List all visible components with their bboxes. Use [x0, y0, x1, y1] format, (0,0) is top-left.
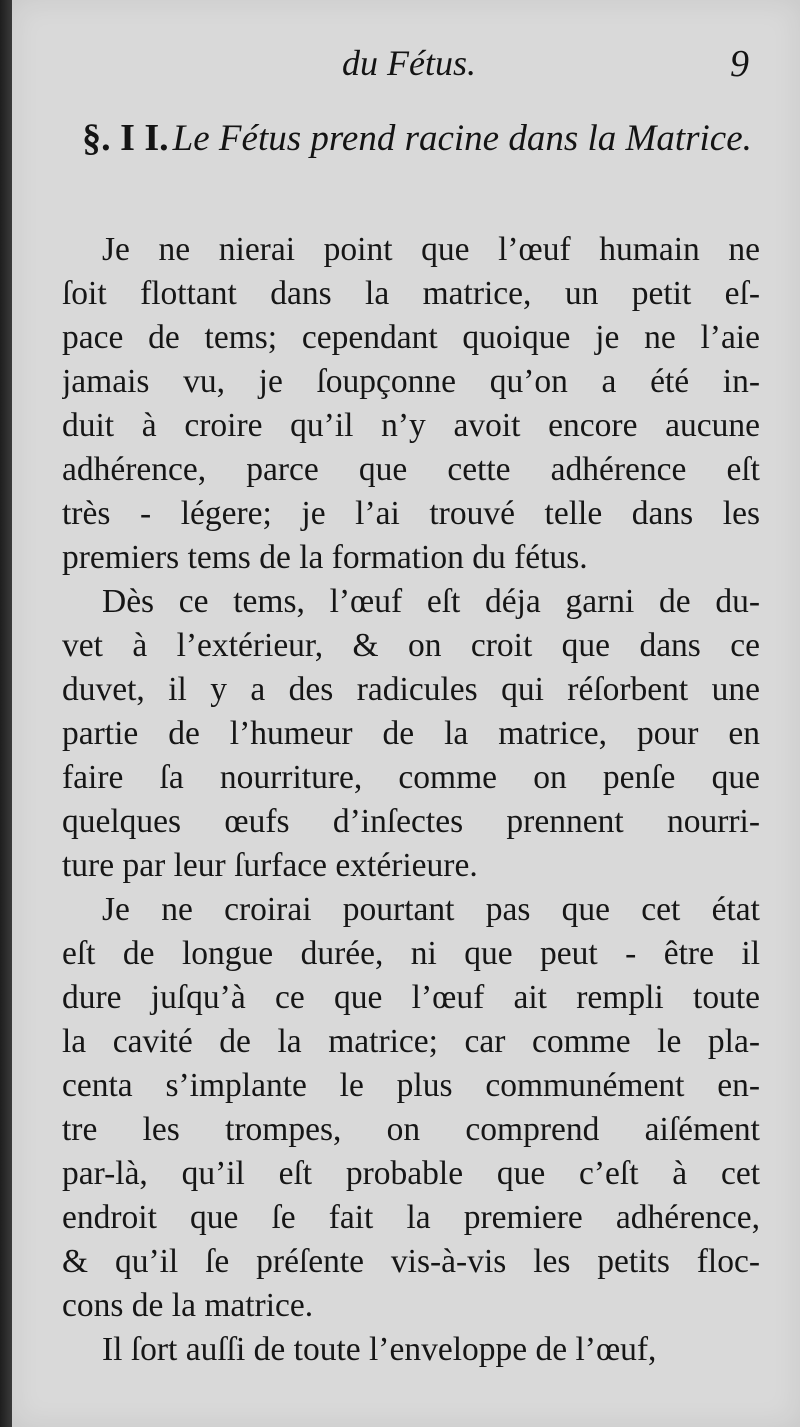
text-line: ſoit flottant dans la matrice, un petit eſ-: [62, 275, 760, 312]
text-line: pace de tems; cependant quoique je ne l’aie: [62, 319, 760, 356]
section-heading: [52, 112, 782, 172]
paragraph: [62, 580, 760, 888]
running-head: du Fétus.: [342, 43, 476, 83]
paragraph: [62, 1328, 760, 1372]
text-line: jamais vu, je ſoupçonne qu’on a été in-: [62, 363, 760, 400]
text-line: dure juſqu’à ce que l’œuf ait rempli toute: [62, 979, 760, 1016]
text-line: duit à croire qu’il n’y avoit encore aucune: [62, 407, 760, 444]
text-line: cons de la matrice.: [62, 1287, 314, 1324]
text-line: Je ne nierai point que l’œuf humain ne: [102, 231, 760, 268]
section-title: Le Fétus prend racine dans la Matrice.: [172, 118, 752, 159]
text-line: vet à l’extérieur, & on croit que dans ce: [62, 627, 760, 664]
text-line: très - légere; je l’ai trouvé telle dans les: [62, 495, 760, 532]
text-line: eſt de longue durée, ni que peut - être il: [62, 935, 760, 972]
text-line: centa s’implante le plus communément en-: [62, 1067, 760, 1104]
text-line: premiers tems de la formation du fétus.: [62, 539, 588, 576]
text-line: faire ſa nourriture, comme on penſe que: [62, 759, 760, 796]
text-line: Dès ce tems, l’œuf eſt déja garni de du-: [102, 583, 760, 620]
text-line: partie de l’humeur de la matrice, pour en: [62, 715, 760, 752]
book-gutter: [0, 0, 12, 1427]
text-line: la cavité de la matrice; car comme le pla-: [62, 1023, 760, 1060]
paragraph: [62, 228, 760, 580]
text-line: Je ne croirai pourtant pas que cet état: [102, 891, 760, 928]
text-line: ture par leur ſurface extérieure.: [62, 847, 478, 884]
text-line: par-là, qu’il eſt probable que c’eſt à cet: [62, 1155, 760, 1192]
paragraph: [62, 888, 760, 1328]
text-line: tre les trompes, on comprend aiſément: [62, 1111, 760, 1148]
page-number: 9: [730, 43, 749, 85]
body-text: [62, 228, 760, 1372]
text-line: quelques œufs d’inſectes prennent nourri-: [62, 803, 760, 840]
text-line: & qu’il ſe préſente vis-à-vis les petits floc-: [62, 1243, 760, 1280]
text-line: duvet, il y a des radicules qui réſorbent une: [62, 671, 760, 708]
section-number: §. I I.: [82, 117, 169, 159]
text-line: adhérence, parce que cette adhérence eſt: [62, 451, 760, 488]
text-line: endroit que ſe fait la premiere adhérence,: [62, 1199, 760, 1236]
text-line: Il ſort auſſi de toute l’enveloppe de l’œuf,: [102, 1331, 657, 1368]
book-page: [12, 0, 800, 1427]
